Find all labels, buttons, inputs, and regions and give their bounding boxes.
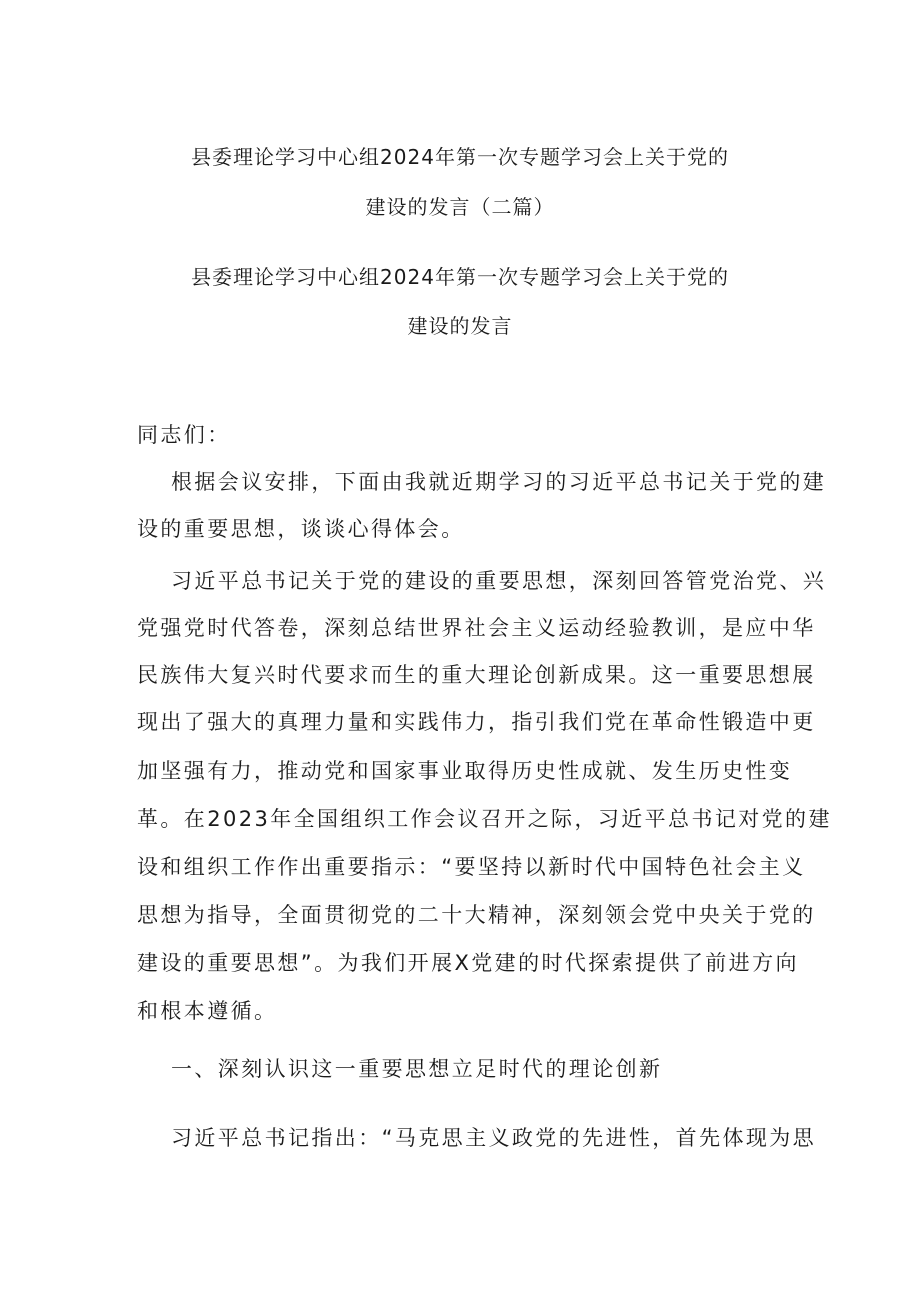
paragraph-2-line: 和根本遵循。 [137,999,278,1023]
document-title-line-2: 建设的发言（二篇） [365,195,555,219]
paragraph-1-line: 根据会议安排，下面由我就近期学习的习近平总书记关于党的建 [171,470,827,494]
document-title-line-1: 县委理论学习中心组2024年第一次专题学习会上关于党的 [191,145,729,169]
document-subtitle-line-2: 建设的发言 [407,314,513,338]
paragraph-2-line: 思想为指导，全面贯彻党的二十大精神，深刻领会党中央关于党的 [137,903,816,927]
paragraph-1-line: 设的重要思想，谈谈心得体会。 [137,517,465,541]
paragraph-2-line: 革。在2023年全国组织工作会议召开之际，习近平总书记对党的建 [137,807,832,831]
paragraph-2-line: 现出了强大的真理力量和实践伟力，指引我们党在革命性锻造中更 [137,710,816,734]
paragraph-2-line: 党强党时代答卷，深刻总结世界社会主义运动经验教训，是应中华 [137,616,816,640]
document-subtitle-line-1: 县委理论学习中心组2024年第一次专题学习会上关于党的 [191,265,729,289]
paragraph-2-line: 民族伟大复兴时代要求而生的重大理论创新成果。这一重要思想展 [137,663,816,687]
paragraph-2-line: 建设的重要思想”。为我们开展X党建的时代探索提供了前进方向 [137,951,799,975]
paragraph-2-line: 习近平总书记关于党的建设的重要思想，深刻回答管党治党、兴 [171,569,827,593]
section-heading-1: 一、深刻认识这一重要思想立足时代的理论创新 [171,1057,663,1081]
paragraph-3-line: 习近平总书记指出：“马克思主义政党的先进性，首先体现为思 [171,1126,817,1150]
salutation: 同志们： [137,423,231,447]
paragraph-2-line: 加坚强有力，推动党和国家事业取得历史性成就、发生历史性变 [137,759,793,783]
paragraph-2-line: 设和组织工作作出重要指示：“要坚持以新时代中国特色社会主义 [137,855,806,879]
